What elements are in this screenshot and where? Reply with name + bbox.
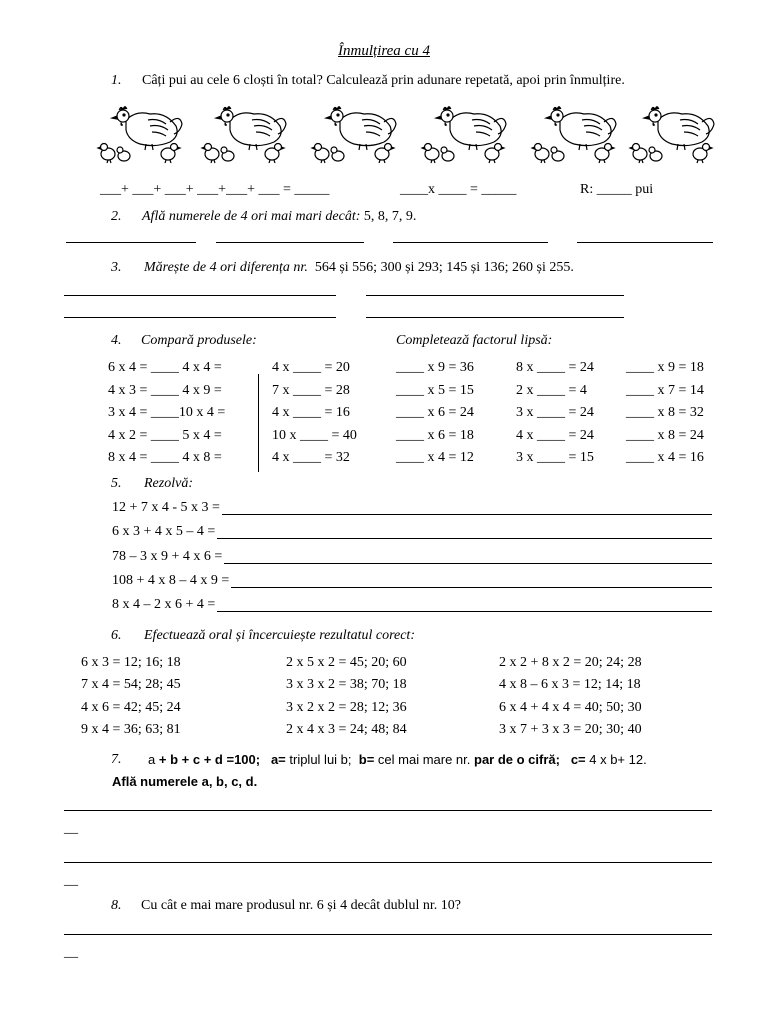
- ex7-def-b-key: b=: [358, 752, 375, 767]
- hen-with-chicks-icon: [420, 104, 512, 164]
- missing-factor-item: 3 x ____ = 15: [516, 450, 594, 465]
- dash-mark: __: [64, 821, 78, 836]
- answer-line: [64, 295, 336, 296]
- missing-factor-item: ____ x 8 = 24: [626, 427, 704, 443]
- ex7-eq-a: a: [148, 752, 156, 767]
- compare-item: 8 x 4 = ____ 4 x 8 =: [108, 450, 222, 465]
- missing-factor-item: 4 x ____ = 24: [516, 427, 594, 443]
- missing-factor-item: ____ x 8 = 32: [626, 405, 704, 420]
- choice-item: 7 x 4 = 54; 28; 45: [81, 677, 181, 693]
- ex5-number: 5.: [111, 476, 122, 491]
- choice-item: 2 x 2 + 8 x 2 = 20; 24; 28: [499, 655, 642, 670]
- missing-factor-item: ____ x 4 = 12: [396, 450, 474, 465]
- expression-item: 78 – 3 x 9 + 4 x 6 =: [112, 548, 223, 564]
- answer-line: [64, 862, 712, 863]
- ex7-def-c-key: c=: [570, 752, 586, 767]
- ex6-number: 6.: [111, 628, 122, 643]
- missing-factor-item: ____ x 9 = 36: [396, 360, 474, 375]
- missing-factor-item: 4 x ____ = 16: [272, 405, 350, 420]
- missing-factor-item: 10 x ____ = 40: [272, 427, 357, 443]
- ex1-addition-blanks: ___+ ___+ ___+ ___+___+ ___ = _____: [100, 182, 330, 197]
- hen-with-chicks-icon: [96, 104, 188, 164]
- choice-item: 3 x 3 x 2 = 38; 70; 18: [286, 677, 407, 693]
- missing-factor-item: 4 x ____ = 20: [272, 360, 350, 375]
- expression-item: 12 + 7 x 4 - 5 x 3 =: [112, 500, 220, 515]
- missing-factor-item: ____ x 6 = 24: [396, 405, 474, 420]
- answer-line: [64, 317, 336, 318]
- ex3-number: 3.: [111, 260, 122, 275]
- expression-item: 108 + 4 x 8 – 4 x 9 =: [112, 572, 230, 588]
- answer-line: [64, 934, 712, 935]
- ex7-def-a-key: a=: [270, 752, 286, 767]
- choice-item: 4 x 6 = 42; 45; 24: [81, 699, 181, 715]
- ex1-answer-blank: R: _____ pui: [580, 182, 654, 197]
- ex4-number: 4.: [111, 333, 122, 348]
- ex3-values: 564 și 556; 300 și 293; 145 și 136; 260 și 255.: [314, 260, 574, 275]
- choice-item: 4 x 8 – 6 x 3 = 12; 14; 18: [499, 677, 641, 693]
- ex2-number: 2.: [111, 209, 122, 224]
- ex7-def-b-value: cel mai mare nr.: [374, 752, 474, 767]
- ex7-eq-total: =100;: [222, 752, 261, 767]
- missing-factor-item: 7 x ____ = 28: [272, 382, 350, 398]
- choice-item: 2 x 4 x 3 = 24; 48; 84: [286, 721, 407, 737]
- ex7-find: Află numerele a, b, c, d.: [112, 774, 258, 789]
- answer-line: [64, 810, 712, 811]
- ex2-text: Află numerele de 4 ori mai mari decât:: [142, 209, 361, 224]
- answer-line: [222, 514, 712, 515]
- compare-item: 4 x 3 = ____ 4 x 9 =: [108, 382, 222, 398]
- ex7-def-c-value: 4 x b+ 12.: [585, 752, 647, 767]
- ex1-number: 1.: [111, 73, 122, 88]
- ex1-multiplication-blanks: ____x ____ = _____: [400, 182, 517, 197]
- answer-line: [393, 242, 548, 243]
- ex7-eq-b: b: [170, 752, 179, 767]
- compare-item: 3 x 4 = ____10 x 4 =: [108, 405, 226, 420]
- ex2-values: 5, 8, 7, 9.: [363, 209, 417, 224]
- ex3-text: Mărește de 4 ori diferența nr.: [144, 260, 308, 275]
- answer-line: [231, 587, 712, 588]
- missing-factor-item: ____ x 4 = 16: [626, 450, 704, 465]
- hen-with-chicks-icon: [628, 104, 720, 164]
- ex1-text: Câți pui au cele 6 cloști în total? Calculează prin adunare repetată, apoi prin înmulțire.: [142, 73, 625, 88]
- missing-factor-item: ____ x 5 = 15: [396, 382, 474, 398]
- ex8-number: 8.: [111, 898, 122, 913]
- choice-item: 6 x 4 + 4 x 4 = 40; 50; 30: [499, 699, 642, 715]
- ex4-heading-compare: Compară produsele:: [141, 333, 257, 348]
- answer-line: [217, 611, 712, 612]
- choice-item: 3 x 7 + 3 x 3 = 20; 30; 40: [499, 721, 642, 737]
- missing-factor-item: 8 x ____ = 24: [516, 360, 594, 375]
- ex7-equation: [148, 751, 647, 769]
- dash-mark: __: [64, 873, 78, 888]
- compare-item: 4 x 2 = ____ 5 x 4 =: [108, 427, 222, 443]
- ex6-text: Efectuează oral și încercuiește rezultatul corect:: [144, 628, 415, 643]
- column-divider: [258, 374, 259, 472]
- ex7-def-b-bold: par de o cifră;: [474, 752, 560, 767]
- ex7-def-a-value: triplul lui b;: [285, 752, 352, 767]
- missing-factor-item: ____ x 6 = 18: [396, 427, 474, 443]
- hen-with-chicks-icon: [310, 104, 402, 164]
- choice-item: 2 x 5 x 2 = 45; 20; 60: [286, 655, 407, 670]
- hen-with-chicks-icon: [530, 104, 622, 164]
- compare-item: 6 x 4 = ____ 4 x 4 =: [108, 360, 222, 375]
- ex7-number: 7.: [111, 752, 122, 767]
- choice-item: 3 x 2 x 2 = 28; 12; 36: [286, 699, 407, 715]
- ex7-eq-plus-1: +: [155, 752, 171, 767]
- missing-factor-item: ____ x 9 = 18: [626, 360, 704, 375]
- ex7-eq-c: c: [192, 752, 201, 767]
- answer-line: [217, 538, 712, 539]
- ex4-heading-missing-factor: Completează factorul lipsă:: [396, 333, 553, 348]
- ex5-text: Rezolvă:: [144, 476, 193, 491]
- answer-line: [224, 563, 712, 564]
- page-title: Înmulțirea cu 4: [338, 43, 430, 59]
- ex7-eq-d: d: [214, 752, 223, 767]
- missing-factor-item: ____ x 7 = 14: [626, 382, 704, 398]
- hen-with-chicks-icon: [200, 104, 292, 164]
- answer-line: [66, 242, 196, 243]
- answer-line: [216, 242, 364, 243]
- answer-line: [366, 295, 624, 296]
- ex8-text: Cu cât e mai mare produsul nr. 6 și 4 decât dublul nr. 10?: [141, 898, 461, 913]
- missing-factor-item: 2 x ____ = 4: [516, 382, 587, 398]
- ex7-eq-plus-2: +: [178, 752, 193, 767]
- missing-factor-item: 4 x ____ = 32: [272, 450, 350, 465]
- missing-factor-item: 3 x ____ = 24: [516, 405, 594, 420]
- answer-line: [577, 242, 713, 243]
- choice-item: 6 x 3 = 12; 16; 18: [81, 655, 181, 670]
- expression-item: 6 x 3 + 4 x 5 – 4 =: [112, 524, 216, 540]
- dash-mark: __: [64, 945, 78, 960]
- answer-line: [366, 317, 624, 318]
- ex7-eq-plus-3: +: [200, 752, 215, 767]
- choice-item: 9 x 4 = 36; 63; 81: [81, 721, 181, 737]
- expression-item: 8 x 4 – 2 x 6 + 4 =: [112, 597, 216, 613]
